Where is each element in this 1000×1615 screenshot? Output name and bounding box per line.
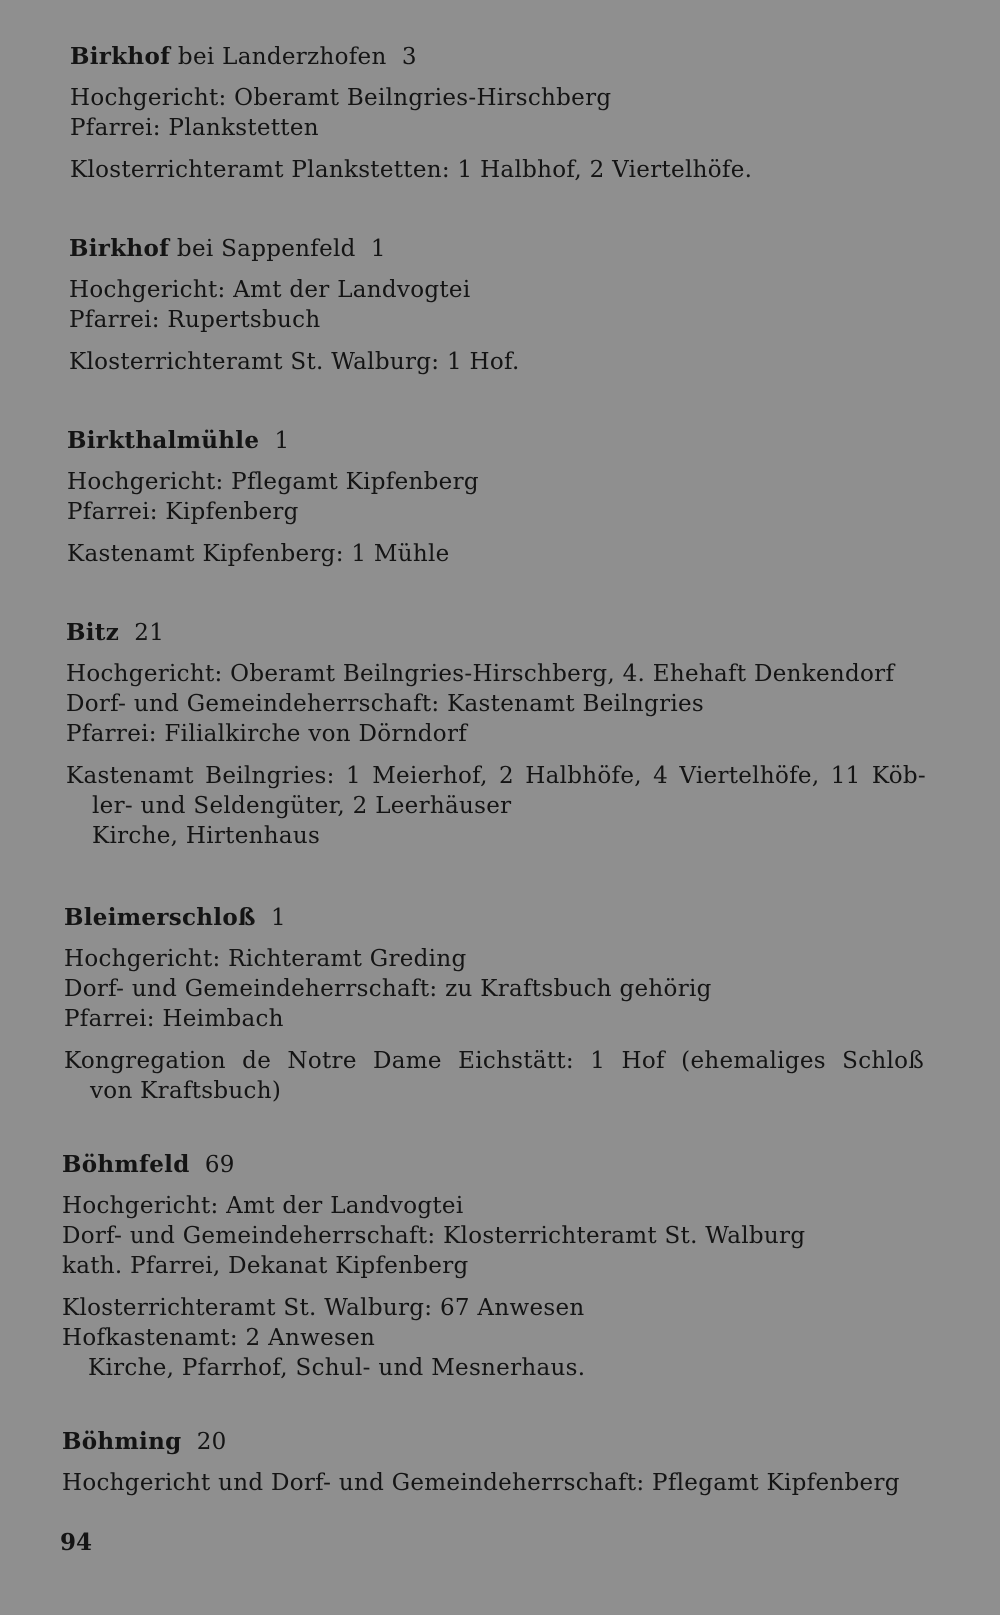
header-line: Pfarrei: Filialkirche von Dörndorf (66, 721, 468, 747)
entry-heading (62, 1150, 882, 1180)
header-line: Hochgericht: Amt der Landvogtei (69, 277, 471, 303)
place-name: Bitz (66, 619, 120, 646)
place-count: 69 (204, 1152, 235, 1178)
entry-birkhof-sappenfeld (69, 234, 789, 377)
entry-bleimerschloss (64, 903, 924, 1106)
place-name: Birkhof (69, 235, 170, 262)
body-line: Hofkastenamt: 2 Anwesen (62, 1325, 376, 1351)
place-count: 1 (271, 905, 286, 931)
place-name: Böhmfeld (62, 1151, 190, 1178)
body-line: Kastenamt Beilngries: 1 Meierhof, 2 Halbhöfe, 4 Viertelhöfe, 11 Köb- (66, 763, 926, 789)
place-name: Birkthalmühle (67, 427, 260, 454)
header-line: Hochgericht: Oberamt Beilngries-Hirschberg, 4. Ehehaft Denkendorf (66, 661, 895, 687)
page-number: 94 (60, 1529, 93, 1556)
place-name: Böhming (62, 1428, 182, 1455)
header-line: Pfarrei: Rupertsbuch (69, 307, 321, 333)
body-line: Klosterrichteramt St. Walburg: 1 Hof. (69, 349, 520, 375)
place-count: 20 (196, 1429, 227, 1455)
header-line: Pfarrei: Heimbach (64, 1006, 284, 1032)
entry-bitz (66, 618, 926, 851)
body-line: Kastenamt Kipfenberg: 1 Mühle (67, 541, 450, 567)
entry-heading (62, 1427, 922, 1457)
entry-heading (66, 618, 926, 648)
entry-birkhof-landerzhofen (70, 42, 790, 185)
header-line: Dorf- und Gemeindeherrschaft: Kastenamt Beilngries (66, 691, 705, 717)
body-line: ler- und Seldengüter, 2 Leerhäuser (92, 793, 512, 819)
place-count: 1 (370, 236, 386, 262)
header-line: Hochgericht: Pflegamt Kipfenberg (67, 469, 479, 495)
header-line: Hochgericht: Amt der Landvogtei (62, 1193, 464, 1219)
entry-birkthalmuehle (67, 426, 787, 569)
entry-boehming (62, 1427, 922, 1498)
place-name: Bleimerschloß (64, 904, 256, 931)
entry-heading (69, 234, 789, 264)
header-line: Hochgericht und Dorf- und Gemeindeherrschaft: Pflegamt Kipfenberg (62, 1470, 900, 1496)
header-line: Hochgericht: Richteramt Greding (64, 946, 467, 972)
place-name: Birkhof (70, 43, 171, 70)
entry-heading (67, 426, 787, 456)
entry-boehmfeld (62, 1150, 882, 1383)
body-line: Kirche, Hirtenhaus (92, 823, 321, 849)
place-count: 3 (401, 44, 417, 70)
header-line: Pfarrei: Kipfenberg (67, 499, 299, 525)
header-line: Dorf- und Gemeindeherrschaft: zu Kraftsbuch gehörig (64, 976, 712, 1002)
body-line: Kongregation de Notre Dame Eichstätt: 1 Hof (ehemaliges Schloß (64, 1048, 924, 1074)
place-count: 21 (134, 620, 165, 646)
entry-heading (70, 42, 790, 72)
header-line: Dorf- und Gemeindeherrschaft: Klosterrichteramt St. Walburg (62, 1223, 806, 1249)
body-line: von Kraftsbuch) (90, 1078, 282, 1104)
body-line: Klosterrichteramt St. Walburg: 67 Anwesen (62, 1295, 585, 1321)
place-suffix: bei Landerzhofen (177, 44, 387, 70)
place-suffix: bei Sappenfeld (176, 236, 356, 262)
body-line: Kirche, Pfarrhof, Schul- und Mesnerhaus. (88, 1355, 586, 1381)
body-line: Klosterrichteramt Plankstetten: 1 Halbhof, 2 Viertelhöfe. (70, 157, 753, 183)
place-count: 1 (274, 428, 290, 454)
header-line: Hochgericht: Oberamt Beilngries-Hirschberg (70, 85, 612, 111)
header-line: kath. Pfarrei, Dekanat Kipfenberg (62, 1253, 469, 1279)
entry-heading (64, 903, 924, 933)
header-line: Pfarrei: Plankstetten (70, 115, 319, 141)
